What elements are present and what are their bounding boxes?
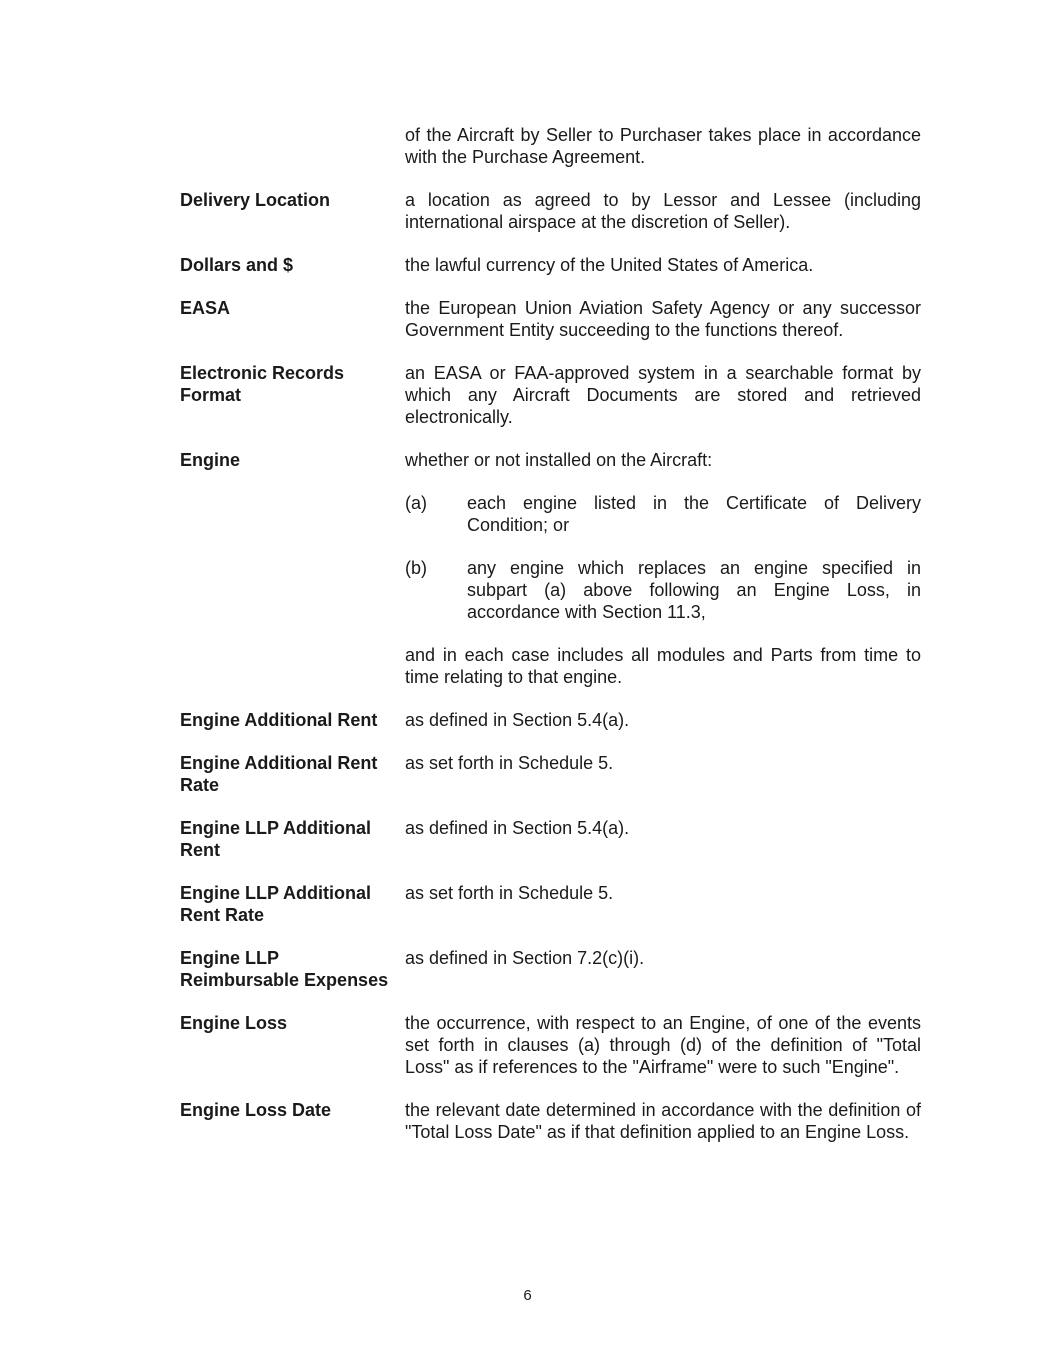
continuation-text: of the Aircraft by Seller to Purchaser takes place in accordance with the Purchase Agreement. bbox=[405, 125, 921, 167]
definition-text bbox=[405, 947, 921, 991]
definition-text bbox=[405, 297, 921, 341]
term-label: Engine Loss bbox=[180, 1013, 288, 1033]
definition-paragraph: as defined in Section 5.4(a). bbox=[405, 710, 630, 730]
definition-text bbox=[405, 1099, 921, 1143]
definition-paragraph: the European Union Aviation Safety Agency or any successor Government Entity succeeding to the functions thereof. bbox=[405, 298, 921, 340]
definition-engine-llp-additional-rent-rate bbox=[180, 882, 921, 926]
definition-text bbox=[405, 449, 921, 688]
term-label: EASA bbox=[180, 298, 231, 318]
definition-electronic-records-format bbox=[180, 362, 921, 428]
definition-text bbox=[405, 254, 921, 276]
sub-item-text: any engine which replaces an engine specified in subpart (a) above following an Engine Loss, in accordance with Section 11.3, bbox=[467, 558, 921, 622]
term-label: Engine Loss Date bbox=[180, 1100, 332, 1120]
term-label: Engine LLP Reimbursable Expenses bbox=[180, 948, 389, 990]
definition-closing: and in each case includes all modules and Parts from time to time relating to that engine. bbox=[405, 645, 921, 687]
definition-easa bbox=[180, 297, 921, 341]
definition-paragraph: a location as agreed to by Lessor and Lessee (including international airspace at the discretion of Seller). bbox=[405, 190, 921, 232]
term-label: Engine LLP Additional Rent bbox=[180, 818, 371, 860]
sub-item-label: (b) bbox=[405, 558, 427, 578]
definition-engine-llp-additional-rent bbox=[180, 817, 921, 861]
term-label: Dollars and $ bbox=[180, 255, 294, 275]
sub-item-text: each engine listed in the Certificate of Delivery Condition; or bbox=[467, 493, 921, 535]
sub-item-label: (a) bbox=[405, 493, 427, 513]
sub-item bbox=[405, 557, 921, 623]
definition-engine-loss-date bbox=[180, 1099, 921, 1143]
definition-paragraph: as defined in Section 5.4(a). bbox=[405, 818, 630, 838]
definition-engine-loss bbox=[180, 1012, 921, 1078]
page-number: 6 bbox=[523, 1287, 532, 1304]
definition-dollars bbox=[180, 254, 921, 276]
definition-text bbox=[405, 362, 921, 428]
definition-text bbox=[405, 752, 921, 796]
definition-text bbox=[405, 1012, 921, 1078]
definitions-section bbox=[180, 124, 921, 1143]
definition-engine-additional-rent bbox=[180, 709, 921, 731]
definition-paragraph: the lawful currency of the United States of America. bbox=[405, 255, 814, 275]
sub-item bbox=[405, 492, 921, 536]
term-label: Engine bbox=[180, 450, 241, 470]
definition-paragraph: the occurrence, with respect to an Engine, of one of the events set forth in clauses (a) through (d) of the definition of "Total Loss" as if references to the "Airframe" were to such "Engine". bbox=[405, 1013, 921, 1077]
term-label: Engine Additional Rent bbox=[180, 710, 378, 730]
term-label: Engine Additional Rent Rate bbox=[180, 753, 378, 795]
term-label: Engine LLP Additional Rent Rate bbox=[180, 883, 371, 925]
definition-delivery-location bbox=[180, 189, 921, 233]
definition-paragraph: as set forth in Schedule 5. bbox=[405, 883, 614, 903]
term-label: Delivery Location bbox=[180, 190, 331, 210]
definition-text bbox=[405, 189, 921, 233]
definition-paragraph: the relevant date determined in accordance with the definition of "Total Loss Date" as if that definition applied to an Engine Loss. bbox=[405, 1100, 921, 1142]
definition-text bbox=[405, 817, 921, 861]
definition-engine-llp-reimbursable-expenses bbox=[180, 947, 921, 991]
definition-paragraph: as set forth in Schedule 5. bbox=[405, 753, 614, 773]
term-label: Electronic Records Format bbox=[180, 363, 345, 405]
definition-paragraph: an EASA or FAA-approved system in a searchable format by which any Aircraft Documents are stored and retrieved electronically. bbox=[405, 363, 921, 427]
definition-text bbox=[405, 709, 921, 731]
definition-text bbox=[405, 882, 921, 926]
definition-engine-additional-rent-rate bbox=[180, 752, 921, 796]
definition-engine bbox=[180, 449, 921, 688]
definition-paragraph: as defined in Section 7.2(c)(i). bbox=[405, 948, 645, 968]
definition-intro: whether or not installed on the Aircraft: bbox=[405, 450, 713, 470]
